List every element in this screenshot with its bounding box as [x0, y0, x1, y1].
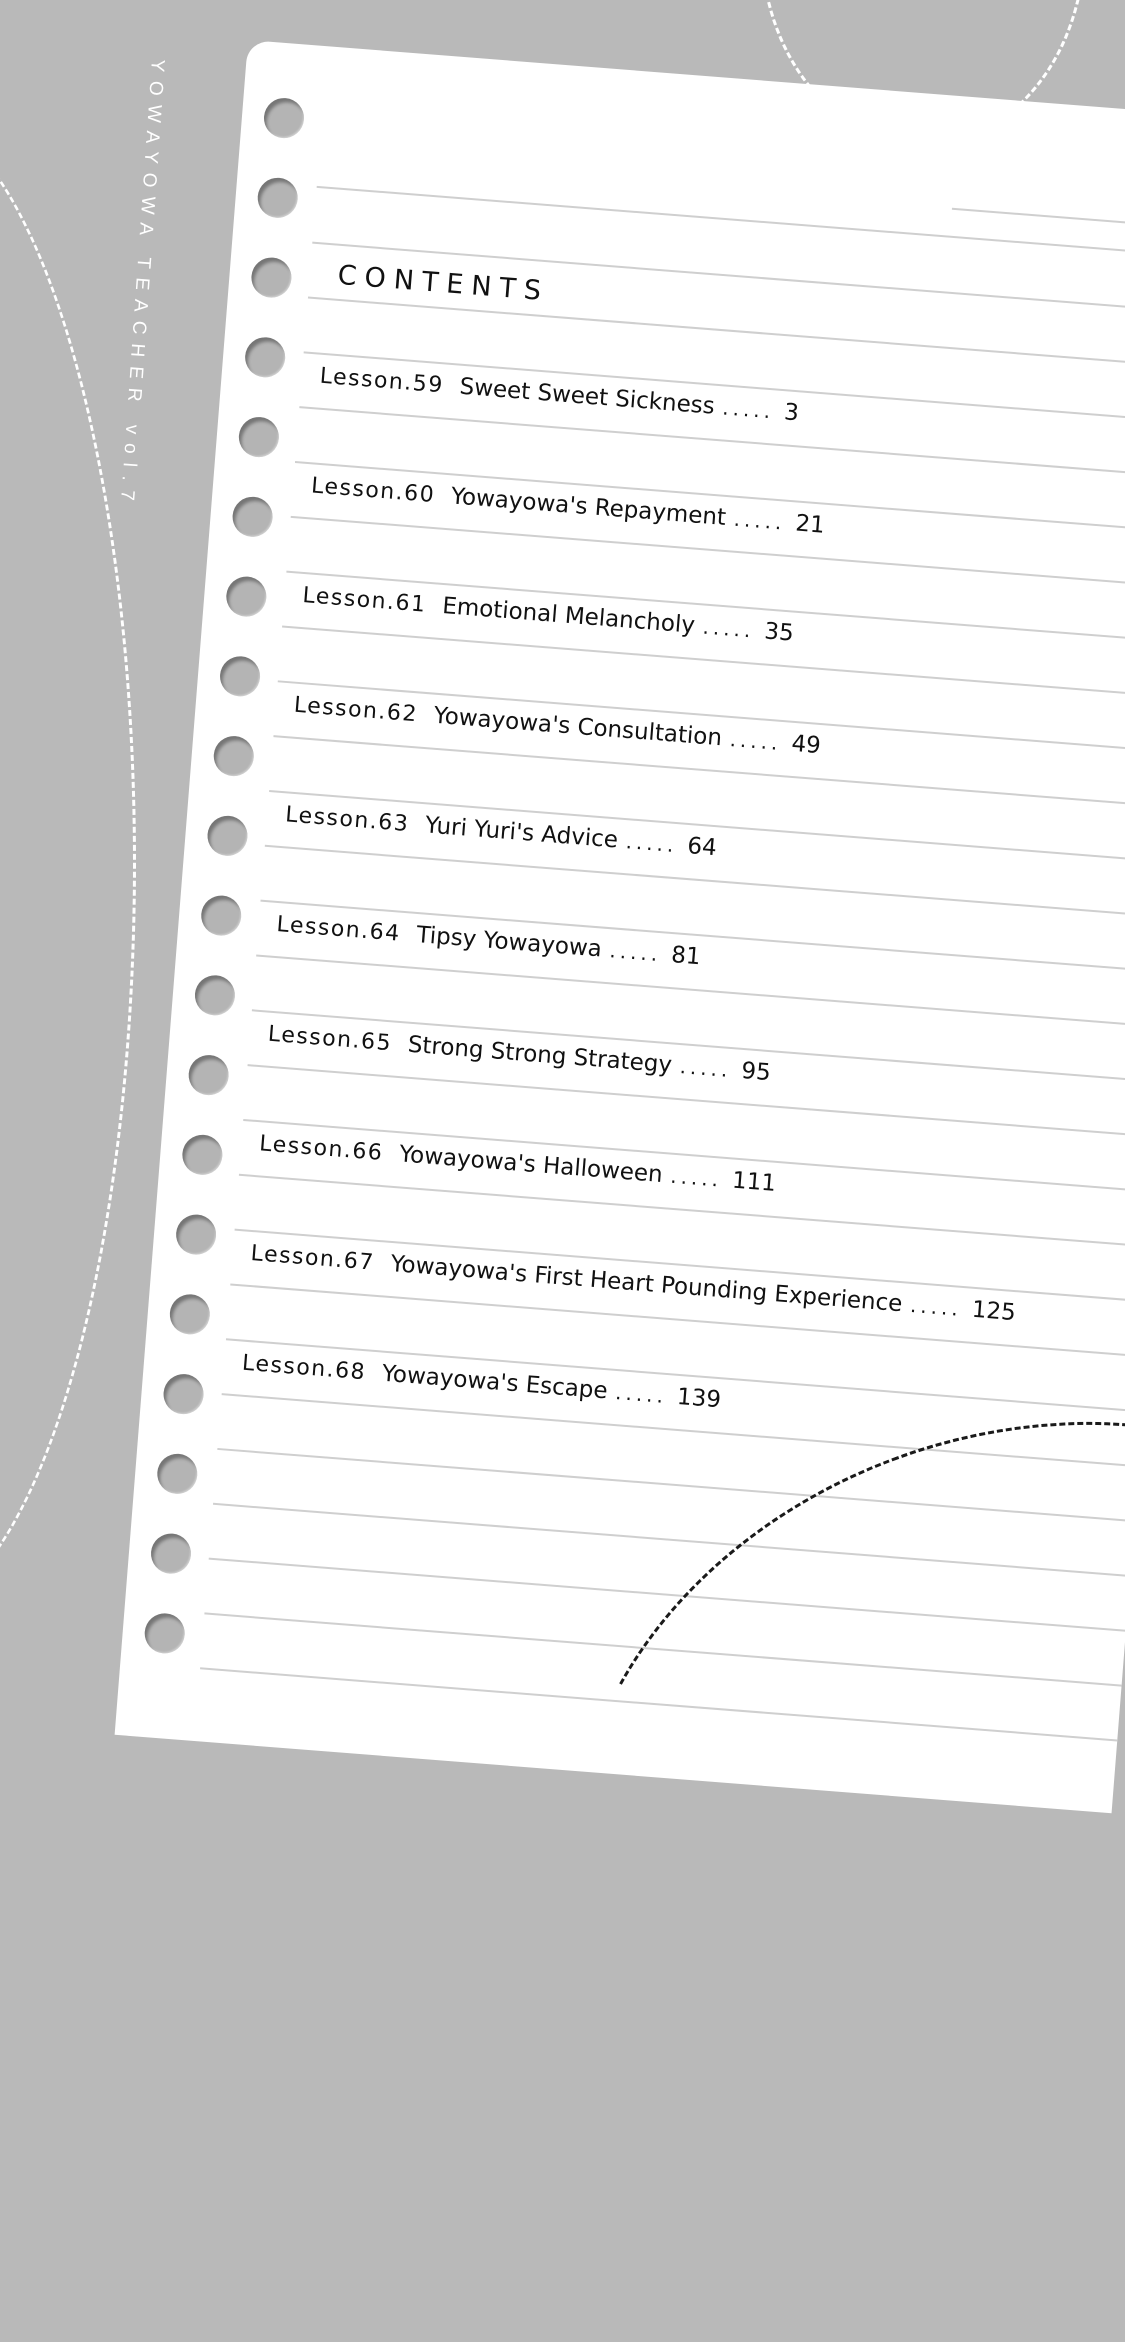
lesson-number: Lesson.61 [301, 583, 428, 618]
loose-leaf-sheet [115, 40, 1125, 1813]
lesson-number: Lesson.60 [310, 473, 437, 509]
binder-hole-icon [244, 336, 287, 379]
binder-hole-icon [143, 1612, 186, 1655]
ruled-line [200, 1667, 1117, 1741]
page-number: 64 [686, 833, 718, 862]
lesson-title: Strong Strong Strategy [406, 1031, 673, 1079]
decorative-dashed-curve-sheet [468, 1296, 1125, 2278]
lesson-number: Lesson.66 [258, 1131, 385, 1167]
page-number: 35 [763, 618, 795, 647]
leader-dots: ..... [669, 1163, 724, 1192]
ruled-line [308, 297, 1125, 371]
page-number: 125 [970, 1296, 1017, 1327]
binder-hole-icon [156, 1452, 199, 1495]
lesson-title: Yuri Yuri's Advice [424, 812, 619, 854]
page-number: 139 [676, 1383, 722, 1414]
lesson-title: Yowayowa's Consultation [432, 702, 723, 752]
binder-hole-icon [219, 655, 262, 698]
binder-hole-icon [231, 495, 274, 538]
leader-dots: ..... [732, 506, 787, 535]
leader-dots: ..... [608, 938, 663, 967]
page-number: 111 [731, 1167, 777, 1197]
lesson-number: Lesson.68 [241, 1350, 368, 1386]
binder-hole-icon [149, 1532, 192, 1575]
lesson-number: Lesson.64 [275, 912, 402, 947]
binder-hole-icon [262, 97, 305, 140]
binder-hole-icon [256, 176, 299, 219]
leader-dots: ..... [701, 614, 756, 643]
binder-hole-icon [237, 416, 280, 459]
contents-heading: CONTENTS [336, 259, 551, 308]
ruled-line [209, 1558, 1125, 1632]
lesson-title: Sweet Sweet Sickness [458, 373, 716, 420]
lesson-number: Lesson.65 [267, 1021, 393, 1057]
page-number: 95 [740, 1057, 772, 1087]
lesson-number: Lesson.62 [292, 692, 419, 728]
ruled-line [204, 1612, 1121, 1686]
lesson-title: Yowayowa's Repayment [450, 483, 727, 531]
page-number: 81 [670, 942, 702, 971]
ruled-line [217, 1448, 1125, 1522]
binder-hole-icon [206, 814, 249, 857]
leader-dots: ..... [678, 1054, 733, 1083]
binder-hole-icon [162, 1373, 205, 1416]
lesson-number: Lesson.63 [284, 802, 411, 838]
binder-hole-icon [193, 974, 236, 1017]
lesson-title: Yowayowa's First Heart Pounding Experience [389, 1251, 904, 1318]
binder-hole-icon [175, 1213, 218, 1256]
leader-dots: ..... [909, 1292, 963, 1321]
binder-hole-icon [250, 256, 293, 299]
lesson-number: Lesson.67 [249, 1240, 376, 1276]
leader-dots: ..... [624, 829, 679, 858]
leader-dots: ..... [721, 395, 776, 424]
lesson-title: Tipsy Yowayowa [415, 922, 603, 963]
binder-hole-icon [225, 575, 268, 618]
binder-hole-icon [212, 735, 255, 778]
binder-hole-icon [181, 1133, 224, 1176]
lesson-title: Emotional Melancholy [441, 593, 696, 639]
lesson-title: Yowayowa's Halloween [398, 1141, 664, 1188]
spine-title: YOWAYOWA TEACHER vol.7 [115, 58, 168, 511]
page-number: 3 [783, 399, 800, 427]
page-number: 21 [794, 510, 826, 539]
lesson-title: Yowayowa's Escape [380, 1360, 609, 1405]
decorative-dashed-curve-left [0, 110, 136, 1616]
binder-hole-icon [187, 1054, 230, 1097]
lesson-number: Lesson.59 [318, 363, 445, 399]
leader-dots: ..... [614, 1380, 669, 1409]
page-number: 49 [790, 730, 822, 760]
leader-dots: ..... [728, 727, 783, 755]
ruled-line [317, 186, 1125, 260]
binder-hole-icon [200, 894, 243, 937]
ruled-line [213, 1503, 1125, 1577]
ruled-line [952, 208, 1125, 232]
binder-hole-icon [168, 1293, 211, 1336]
